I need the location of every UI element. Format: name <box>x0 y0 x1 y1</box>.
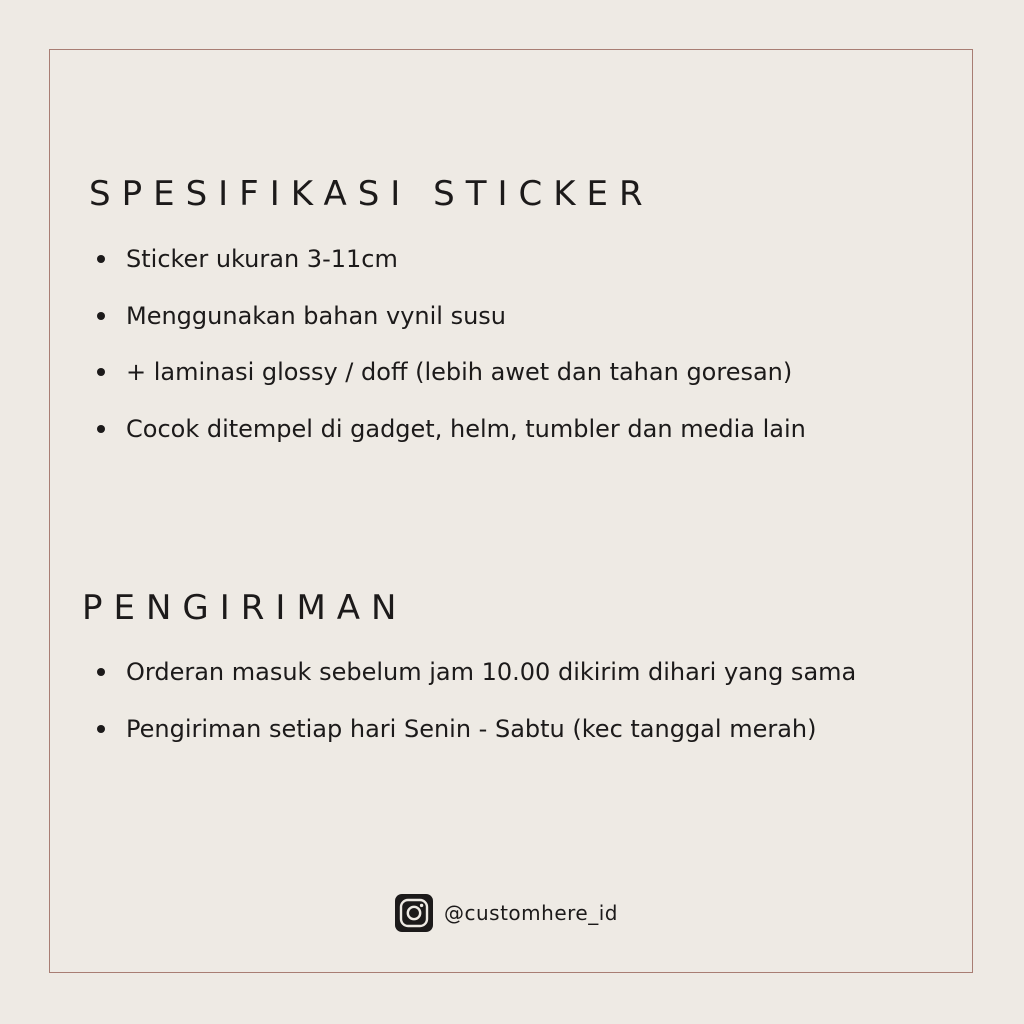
list-item-text: Menggunakan bahan vynil susu <box>126 301 507 330</box>
list-item <box>95 298 806 334</box>
bullet-icon <box>97 668 105 676</box>
social-footer <box>395 893 618 933</box>
bullet-icon <box>97 255 105 263</box>
spec-list <box>95 241 806 467</box>
list-item-text: Sticker ukuran 3-11cm <box>126 245 398 273</box>
list-item <box>95 711 856 747</box>
shipping-list <box>95 654 856 767</box>
list-item-text: Orderan masuk sebelum jam 10.00 dikirim dihari yang sama <box>126 658 857 686</box>
bullet-icon <box>97 312 105 320</box>
list-item <box>95 654 856 690</box>
spec-heading: SPESIFIKASI STICKER <box>89 174 654 214</box>
instagram-icon[interactable] <box>395 894 433 932</box>
instagram-handle-link[interactable]: @customhere_id <box>444 901 618 925</box>
shipping-heading: PENGIRIMAN <box>82 588 408 628</box>
list-item-text: + laminasi glossy / doff (lebih awet dan tahan goresan) <box>126 358 793 386</box>
list-item-text: Pengiriman setiap hari Senin - Sabtu (kec tanggal merah) <box>126 714 817 743</box>
list-item <box>95 241 806 277</box>
list-item <box>95 354 806 390</box>
bullet-icon <box>97 425 105 433</box>
list-item-text: Cocok ditempel di gadget, helm, tumbler dan media lain <box>126 414 806 443</box>
bullet-icon <box>97 725 105 733</box>
bullet-icon <box>97 368 105 376</box>
list-item <box>95 411 806 447</box>
